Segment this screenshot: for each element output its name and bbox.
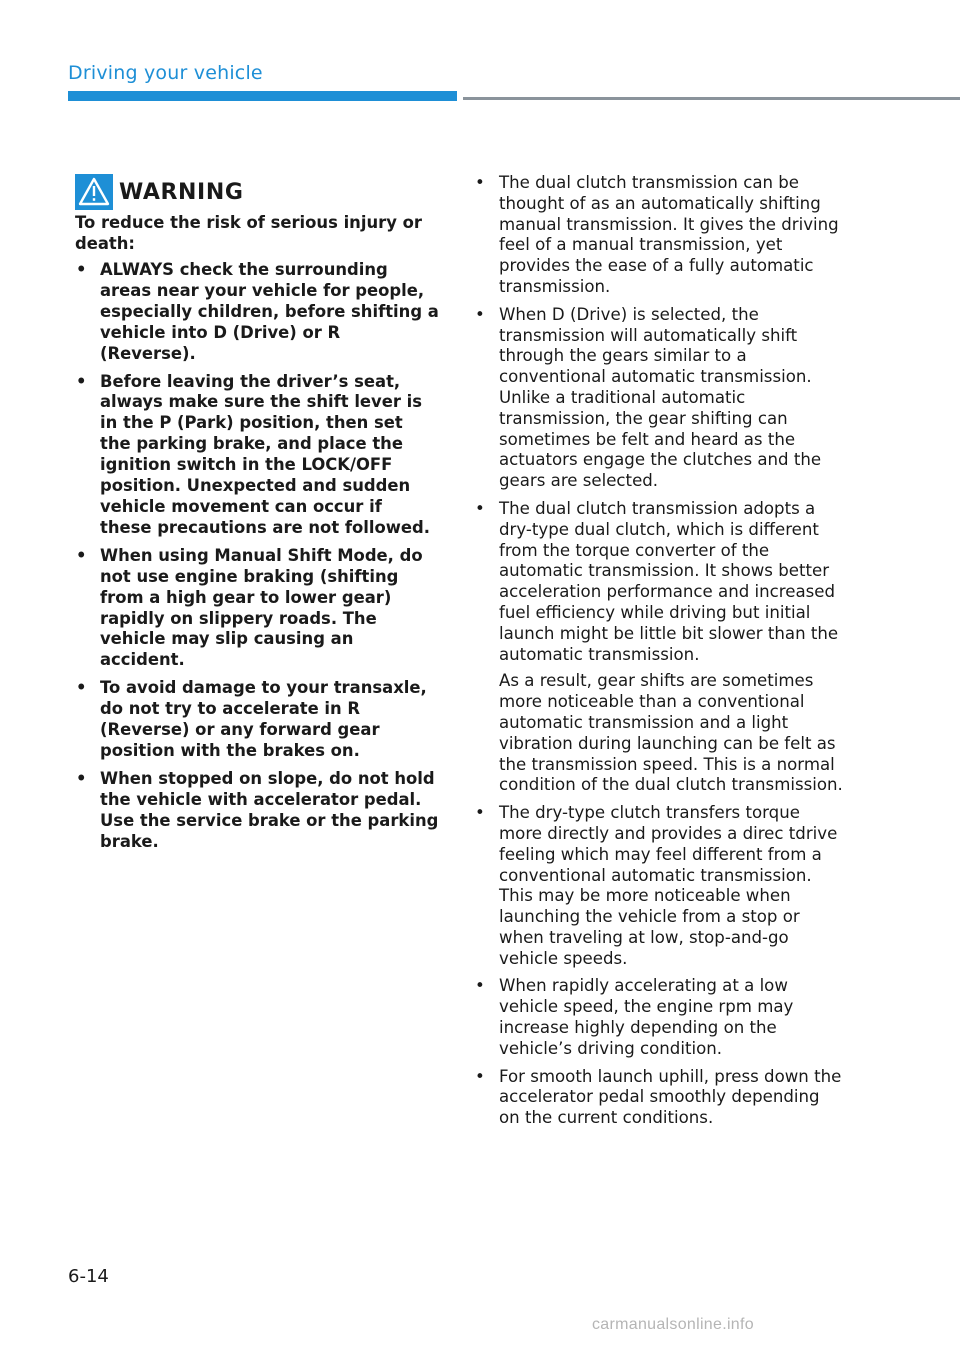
info-item [474, 305, 844, 492]
info-item-text: When rapidly accelerating at a low vehicle speed, the engine rpm may increase highly depending on the vehicle’s driving condition. [499, 976, 794, 1058]
warning-item: • To avoid damage to your transaxle, do not try to accelerate in R (Reverse) or any forward gear position with the brakes on. [75, 678, 439, 762]
info-list [474, 173, 844, 1129]
info-item-note: As a result, gear shifts are sometimes more noticeable than a conventional automatic transmission and a light vibration during launching can be felt as the transmission speed. This is a normal condition of the dual clutch transmission. [499, 671, 843, 795]
info-item [474, 173, 844, 298]
info-item [474, 976, 844, 1059]
warning-item: • When using Manual Shift Mode, do not use engine braking (shifting from a high gear to lower gear) rapidly on slippery roads. The vehicle may slip causing an accident. [75, 546, 439, 671]
page-number: 6-14 [68, 1266, 109, 1287]
watermark: carmanualsonline.info [592, 1316, 754, 1333]
info-item [474, 803, 844, 969]
warning-list [75, 260, 439, 852]
warning-triangle-icon [75, 174, 113, 210]
section-title: Driving your vehicle [68, 62, 263, 84]
header-rule [463, 97, 960, 100]
warning-item: • Before leaving the driver’s seat, always make sure the shift lever is in the P (Park) position, then set the parking brake, and place the ignition switch in the LOCK/OFF position. Unexpected and sudden vehicle movement can occur if these precautions are not followed. [75, 372, 439, 539]
warning-item: • ALWAYS check the surrounding areas near your vehicle for people, especially children, before shifting a vehicle into D (Drive) or R (Reverse). [75, 260, 439, 365]
warning-heading [75, 172, 439, 212]
warning-label: WARNING [119, 179, 244, 205]
info-item [474, 1067, 844, 1129]
info-item-text: The dry-type clutch transfers torque more directly and provides a direc tdrive feeling which may feel different from a conventional automatic transmission. This may be more noticeable when launching the vehicle from a stop or when traveling at low, stop-and-go vehicle speeds. [499, 803, 838, 968]
header-rule-accent [68, 91, 457, 101]
warning-intro: To reduce the risk of serious injury or death: [75, 213, 422, 253]
warning-item: • When stopped on slope, do not hold the vehicle with accelerator pedal. Use the service brake or the parking brake. [75, 769, 439, 853]
info-column [474, 173, 844, 1136]
warning-box [75, 172, 439, 859]
info-item [474, 499, 844, 796]
info-item-text: The dual clutch transmission adopts a dry-type dual clutch, which is different from the torque converter of the automatic transmission. It shows better acceleration performance and increased fuel efficiency while driving but initial launch might be little bit slower than the automatic transmission. [499, 498, 839, 664]
info-item-text: The dual clutch transmission can be thought of as an automatically shifting manual transmission. It gives the driving feel of a manual transmission, yet provides the ease of a fully automatic transmission. [499, 173, 839, 296]
info-item-text: When D (Drive) is selected, the transmission will automatically shift through the gears similar to a conventional automatic transmission. Unlike a traditional automatic transmission, the gear shifting can sometimes be felt and heard as the actuators engage the clutches and the gears are selected. [499, 304, 822, 491]
info-item-text: For smooth launch uphill, press down the accelerator pedal smoothly depending on the current conditions. [499, 1066, 842, 1128]
